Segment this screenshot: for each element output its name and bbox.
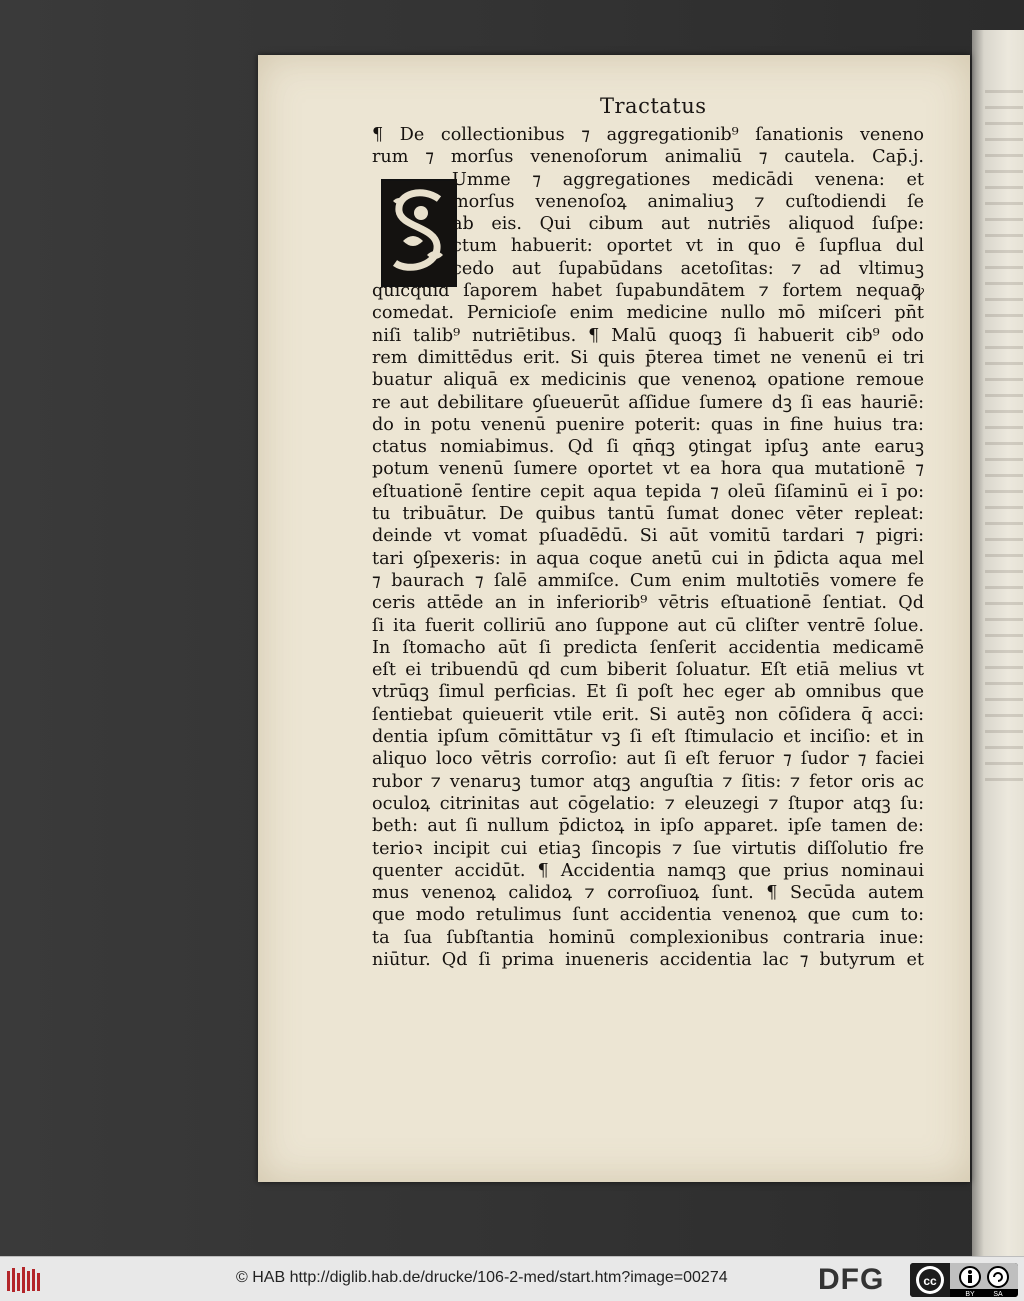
text-line: ab eis. Qui cibum aut nutriēs aliquod ſuſpe:	[452, 214, 924, 235]
text-line: rubor ⁊ venaruꝫ tumor atqꝫ anguſtia ⁊ ſitis: ⁊ fetor oris ac	[372, 771, 924, 792]
svg-text:SA: SA	[993, 1291, 1003, 1297]
text-line: niūtur. Qd̄ ſi prima inueneris accidentia lac ⁊ butyrum et	[372, 949, 924, 970]
text-line: ceris attēde an in inferiorib⁹ vētris eſtuationē ſentiat. Qd̄	[372, 593, 924, 614]
text-line: potum venenū ſumere oportet vt ea hora qua mutationē ⁊	[372, 459, 924, 480]
body-text	[372, 124, 924, 971]
text-line: tari ꝯſpexeris: in aqua coque anetū cui in p̄dicta aqua mel	[372, 548, 924, 569]
text-line: buatur aliquā ex medicinis que venenoꝝ opatione remoue	[372, 370, 924, 391]
text-line: ta ſua ſubſtantia hominū complexionibus contraria inue:	[372, 927, 924, 948]
text-line: quenter accidūt. ¶ Accidentia namqꝫ que prius nominaui	[372, 860, 924, 881]
text-line: mus venenoꝝ calidoꝝ ⁊ corroſiuoꝝ ſunt. ¶ Secūda autem	[372, 883, 924, 904]
text-line: ſentiebat quieuerit vtile erit. Si autēꝫ non cōſidera q̄ acci:	[372, 704, 924, 725]
text-line: deinde vt vomat pſuadēdū. Si aūt vomitū tardari ⁊ pigri:	[372, 526, 924, 547]
svg-text:cc: cc	[923, 1274, 937, 1288]
text-line: terioꝛ incipit cui etiaꝫ ſincopis ⁊ ſue virtutis diſſolutio fre	[372, 838, 924, 859]
text-line: eſtuationē ſentire cepit aqua tepida ⁊ oleū ſiſaminū ei ī po:	[372, 481, 924, 502]
text-line: rum ⁊ morſus venenoſorum animaliū ⁊ cautela. Cap̄.j.	[372, 147, 924, 168]
text-line: beth: aut ſi nullum p̄dictoꝝ in ipſo apparet. ipſe tamen de:	[372, 816, 924, 837]
dfg-logo[interactable]: DFG	[818, 1263, 885, 1296]
text-line: niſi talib⁹ nutriētibus. ¶ Malū quoqꝫ ſi habuerit cib⁹ odo	[372, 325, 924, 346]
text-line: re aut debilitare ꝯſueuerūt aſſidue ſumere dꝫ ſi eas hauriē:	[372, 392, 924, 413]
copyright-link[interactable]: © HAB http://diglib.hab.de/drucke/106-2-med/start.htm?image=00274	[236, 1269, 728, 1286]
cc-by-sa-icon[interactable]	[910, 1263, 1018, 1297]
text-line: oculoꝝ citrinitas aut cōgelatio: ⁊ eleuzegi ⁊ ſtupor atqꝫ ſu:	[372, 793, 924, 814]
text-line: ⁊ baurach ⁊ ſalē ammiſce. Cum enim multotiēs vomere fe	[372, 570, 924, 591]
text-line: rem dimittēdus erit. Si quis p̄terea timet ne venenū ei tri	[372, 347, 924, 368]
text-line: quicquid ſaporem habet ſupabundātem ⁊ fortem nequaꝙ̄	[372, 281, 924, 302]
text-line: que modo retulimus ſunt accidentia venenoꝝ que cum to:	[372, 905, 924, 926]
text-line: In ſtomacho aūt ſi predicta ſenſerit accidentia medicamē	[372, 637, 924, 658]
text-line: Umme ⁊ aggregationes medicādi venena: et	[452, 169, 924, 190]
text-line: vtrūqꝫ ſimul perficias. Et ſi poſt hec eger ab omnibus que	[372, 682, 924, 703]
adjacent-page-text	[985, 90, 1023, 790]
text-line: dentia ipſum cōmittātur vꝫ ſi eſt ſtimulacio et inciſio: et in	[372, 727, 924, 748]
text-line: tu tribuātur. De quibus tantū ſumat donec vēter repleat:	[372, 504, 924, 525]
text-line: do in potu venenū puenire poterit: quas in fine huius tra:	[372, 414, 924, 435]
text-line: ſi ita fuerit colliriū ano ſuppone aut cū cliſter ventrē ſolue.	[372, 615, 924, 636]
text-line: ctatus nomiabimus. Qd̄ ſi qn̄qꝫ ꝯtingat ipſuꝫ ante earuꝫ	[372, 437, 924, 458]
text-line: cedo aut ſupabūdans acetoſitas: ⁊ ad vltimuꝫ	[452, 258, 924, 279]
text-line: comedat. Pernicioſe enim medicine nullo mō miſceri pn̄t	[372, 303, 924, 324]
hab-logo-icon[interactable]	[6, 1265, 44, 1295]
text-line: aliquo loco vētris corroſio: aut ſi eſt feruor ⁊ ſudor ⁊ faciei	[372, 749, 924, 770]
text-line: morſus venenoſoꝝ animaliuꝫ ⁊ cuſtodiendi ſe	[452, 191, 924, 212]
svg-text:BY: BY	[965, 1291, 975, 1297]
text-line: ctum habuerit: oportet vt in quo ē ſupflua dul	[452, 236, 924, 257]
text-line: ¶ De collectionibus ⁊ aggregationib⁹ ſanationis veneno	[372, 125, 924, 145]
text-line: eſt ei tribuendū qd̄ cum biberit ſoluatur. Eſt etiā melius vt	[372, 660, 924, 681]
footer-bar	[0, 1256, 1024, 1301]
running-head: Tractatus	[600, 94, 707, 118]
